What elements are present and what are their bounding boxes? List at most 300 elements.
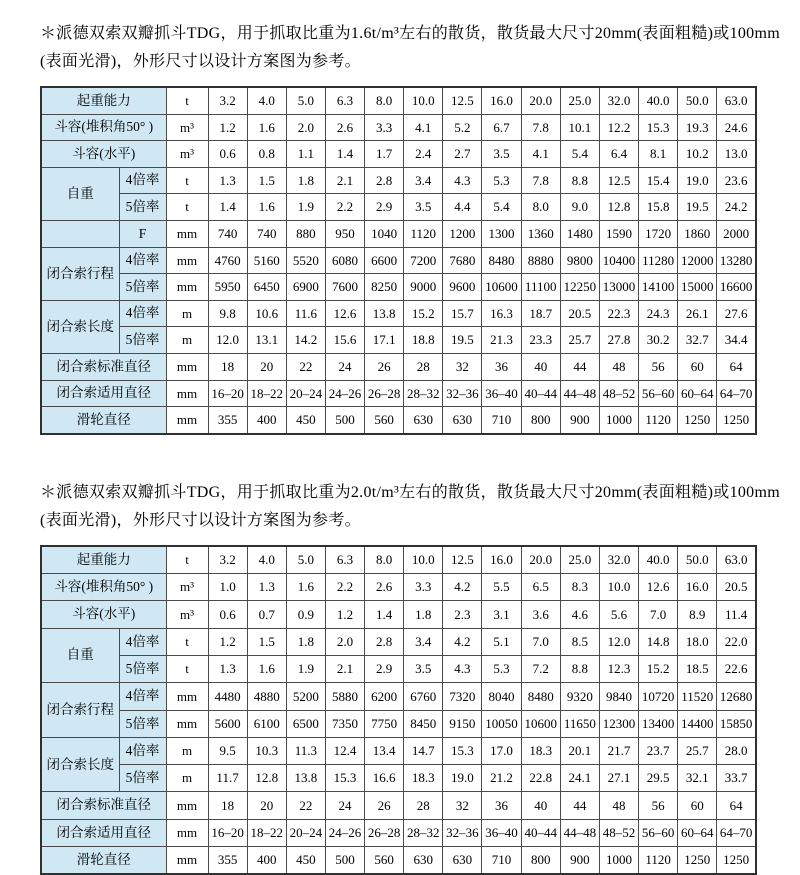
value-cell: 3.5	[482, 141, 521, 168]
value-cell: 19.3	[678, 114, 717, 141]
value-cell: 15.3	[443, 737, 482, 764]
value-cell: 400	[247, 407, 286, 434]
value-cell: 1.6	[247, 194, 286, 221]
value-cell: 22	[286, 792, 325, 819]
unit-cell: t	[166, 194, 208, 221]
value-cell: 12.0	[208, 327, 247, 354]
value-cell: 33.7	[717, 765, 756, 792]
value-cell: 19.5	[443, 327, 482, 354]
table-row	[41, 327, 756, 354]
row-label: 闭合索适用直径	[41, 380, 166, 407]
value-cell: 64–70	[717, 819, 756, 846]
unit-cell: mm	[166, 380, 208, 407]
value-cell: 5200	[286, 683, 325, 710]
value-cell: 19.0	[443, 765, 482, 792]
value-cell: 1.4	[208, 194, 247, 221]
value-cell: 1.8	[286, 167, 325, 194]
value-cell: 5880	[325, 683, 364, 710]
value-cell: 56–60	[639, 819, 678, 846]
value-cell: 630	[443, 407, 482, 434]
value-cell: 1590	[599, 220, 638, 247]
value-cell: 5520	[286, 247, 325, 274]
value-cell: 1300	[482, 220, 521, 247]
value-cell: 28	[404, 353, 443, 380]
value-cell: 26–28	[365, 380, 404, 407]
value-cell: 2.7	[443, 141, 482, 168]
value-cell: 23.3	[521, 327, 560, 354]
value-cell: 4.1	[521, 141, 560, 168]
value-cell: 1720	[639, 220, 678, 247]
value-cell: 60–64	[678, 819, 717, 846]
value-cell: 40.0	[639, 546, 678, 574]
value-cell: 7.8	[521, 114, 560, 141]
value-cell: 10.1	[560, 114, 599, 141]
value-cell: 7750	[365, 710, 404, 737]
value-cell: 1200	[443, 220, 482, 247]
value-cell: 60	[678, 353, 717, 380]
value-cell: 2.1	[325, 655, 364, 682]
value-cell: 7350	[325, 710, 364, 737]
value-cell: 4.2	[443, 574, 482, 601]
value-cell: 4480	[208, 683, 247, 710]
value-cell: 11650	[560, 710, 599, 737]
value-cell: 36–40	[482, 819, 521, 846]
value-cell: 10720	[639, 683, 678, 710]
value-cell: 3.3	[404, 574, 443, 601]
row-label: 自重	[41, 628, 119, 683]
value-cell: 32–36	[443, 819, 482, 846]
value-cell: 8450	[404, 710, 443, 737]
value-cell: 64	[717, 792, 756, 819]
value-cell: 7600	[325, 274, 364, 301]
table-row	[41, 141, 756, 168]
unit-cell: mm	[166, 819, 208, 846]
value-cell: 0.9	[286, 601, 325, 628]
value-cell: 36	[482, 792, 521, 819]
value-cell: 3.2	[208, 546, 247, 574]
value-cell: 950	[325, 220, 364, 247]
row-label: 斗容(水平)	[41, 601, 166, 628]
unit-cell: m³	[166, 601, 208, 628]
value-cell: 11520	[678, 683, 717, 710]
value-cell: 1.4	[325, 141, 364, 168]
value-cell: 560	[365, 407, 404, 434]
row-label: 自重	[41, 167, 119, 220]
value-cell: 500	[325, 407, 364, 434]
table-row	[41, 114, 756, 141]
value-cell: 6600	[365, 247, 404, 274]
value-cell: 1000	[599, 407, 638, 434]
value-cell: 17.1	[365, 327, 404, 354]
value-cell: 5.4	[560, 141, 599, 168]
value-cell: 15.2	[639, 655, 678, 682]
value-cell: 15.7	[443, 300, 482, 327]
value-cell: 6900	[286, 274, 325, 301]
row-sublabel: 4倍率	[119, 737, 166, 764]
value-cell: 20.1	[560, 737, 599, 764]
value-cell: 16–20	[208, 380, 247, 407]
row-label: 起重能力	[41, 87, 166, 114]
value-cell: 9000	[404, 274, 443, 301]
value-cell: 1.6	[247, 655, 286, 682]
value-cell: 13.8	[286, 765, 325, 792]
value-cell: 2.2	[325, 194, 364, 221]
value-cell: 400	[247, 846, 286, 874]
unit-cell: t	[166, 655, 208, 682]
value-cell: 3.6	[521, 601, 560, 628]
value-cell: 1.2	[208, 628, 247, 655]
value-cell: 900	[560, 846, 599, 874]
value-cell: 20.5	[560, 300, 599, 327]
value-cell: 32	[443, 353, 482, 380]
value-cell: 6.3	[325, 87, 364, 114]
value-cell: 1120	[404, 220, 443, 247]
value-cell: 48	[599, 353, 638, 380]
value-cell: 24.2	[717, 194, 756, 221]
table-row	[41, 601, 756, 628]
value-cell: 355	[208, 407, 247, 434]
value-cell: 2.4	[404, 141, 443, 168]
value-cell: 1.6	[247, 114, 286, 141]
value-cell: 1.4	[365, 601, 404, 628]
table-row	[41, 792, 756, 819]
table-row	[41, 167, 756, 194]
value-cell: 16.6	[365, 765, 404, 792]
value-cell: 18.5	[678, 655, 717, 682]
value-cell: 3.2	[208, 87, 247, 114]
value-cell: 1.7	[365, 141, 404, 168]
value-cell: 8480	[482, 247, 521, 274]
value-cell: 32	[443, 792, 482, 819]
value-cell: 8.0	[521, 194, 560, 221]
value-cell: 20.0	[521, 546, 560, 574]
unit-cell: t	[166, 628, 208, 655]
value-cell: 630	[443, 846, 482, 874]
value-cell: 19.5	[678, 194, 717, 221]
value-cell: 25.0	[560, 87, 599, 114]
value-cell: 14400	[678, 710, 717, 737]
value-cell: 500	[325, 846, 364, 874]
value-cell: 7.8	[521, 167, 560, 194]
value-cell: 15000	[678, 274, 717, 301]
value-cell: 9.5	[208, 737, 247, 764]
value-cell: 11.7	[208, 765, 247, 792]
value-cell: 24	[325, 353, 364, 380]
value-cell: 740	[247, 220, 286, 247]
value-cell: 30.2	[639, 327, 678, 354]
value-cell: 5.5	[482, 574, 521, 601]
value-cell: 560	[365, 846, 404, 874]
value-cell: 60	[678, 792, 717, 819]
value-cell: 5.0	[286, 546, 325, 574]
row-label: 闭合索行程	[41, 247, 119, 300]
value-cell: 9600	[443, 274, 482, 301]
value-cell: 8040	[482, 683, 521, 710]
value-cell: 2.6	[325, 114, 364, 141]
value-cell: 21.3	[482, 327, 521, 354]
value-cell: 10.2	[678, 141, 717, 168]
value-cell: 32–36	[443, 380, 482, 407]
value-cell: 7.2	[521, 655, 560, 682]
value-cell: 2.6	[365, 574, 404, 601]
value-cell: 18.3	[404, 765, 443, 792]
value-cell: 8.9	[678, 601, 717, 628]
row-label: 起重能力	[41, 546, 166, 574]
value-cell: 1250	[678, 407, 717, 434]
value-cell: 2.9	[365, 194, 404, 221]
value-cell: 1.5	[247, 167, 286, 194]
table-row	[41, 574, 756, 601]
value-cell: 0.7	[247, 601, 286, 628]
value-cell: 4760	[208, 247, 247, 274]
row-label: 闭合索适用直径	[41, 819, 166, 846]
value-cell: 15.3	[639, 114, 678, 141]
value-cell: 11100	[521, 274, 560, 301]
value-cell: 19.0	[678, 167, 717, 194]
value-cell: 2.9	[365, 655, 404, 682]
value-cell: 22.6	[717, 655, 756, 682]
value-cell: 20–24	[286, 819, 325, 846]
value-cell: 2.2	[325, 574, 364, 601]
table-row	[41, 380, 756, 407]
value-cell: 64	[717, 353, 756, 380]
value-cell: 10600	[482, 274, 521, 301]
value-cell: 15850	[717, 710, 756, 737]
value-cell: 20	[247, 353, 286, 380]
value-cell: 56	[639, 792, 678, 819]
value-cell: 4.3	[443, 167, 482, 194]
value-cell: 355	[208, 846, 247, 874]
value-cell: 6760	[404, 683, 443, 710]
value-cell: 22.8	[521, 765, 560, 792]
unit-cell: mm	[166, 407, 208, 434]
value-cell: 10050	[482, 710, 521, 737]
spec-table	[40, 545, 757, 875]
value-cell: 5600	[208, 710, 247, 737]
value-cell: 20.0	[521, 87, 560, 114]
value-cell: 14.8	[639, 628, 678, 655]
table-row	[41, 546, 756, 574]
row-label: 斗容(堆积角50° )	[41, 574, 166, 601]
value-cell: 1000	[599, 846, 638, 874]
unit-cell: m	[166, 327, 208, 354]
table-row	[41, 628, 756, 655]
value-cell: 13280	[717, 247, 756, 274]
table-row	[41, 655, 756, 682]
value-cell: 1250	[678, 846, 717, 874]
value-cell: 8880	[521, 247, 560, 274]
value-cell: 48–52	[599, 380, 638, 407]
unit-cell: t	[166, 87, 208, 114]
row-sublabel: 5倍率	[119, 327, 166, 354]
value-cell: 7320	[443, 683, 482, 710]
value-cell: 1120	[639, 846, 678, 874]
value-cell: 2.0	[325, 628, 364, 655]
value-cell: 14.7	[404, 737, 443, 764]
unit-cell: m³	[166, 141, 208, 168]
unit-cell: mm	[166, 846, 208, 874]
value-cell: 8.0	[365, 546, 404, 574]
value-cell: 4.2	[443, 628, 482, 655]
value-cell: 8.0	[365, 87, 404, 114]
value-cell: 3.4	[404, 167, 443, 194]
value-cell: 2.8	[365, 167, 404, 194]
value-cell: 21.7	[599, 737, 638, 764]
value-cell: 0.6	[208, 141, 247, 168]
value-cell: 3.5	[404, 655, 443, 682]
value-cell: 23.6	[717, 167, 756, 194]
value-cell: 9840	[599, 683, 638, 710]
value-cell: 2000	[717, 220, 756, 247]
value-cell: 3.1	[482, 601, 521, 628]
table-row	[41, 274, 756, 301]
value-cell: 800	[521, 407, 560, 434]
value-cell: 8.8	[560, 167, 599, 194]
value-cell: 13.4	[365, 737, 404, 764]
value-cell: 0.6	[208, 601, 247, 628]
value-cell: 50.0	[678, 546, 717, 574]
value-cell: 27.1	[599, 765, 638, 792]
unit-cell: mm	[166, 683, 208, 710]
value-cell: 12.3	[599, 655, 638, 682]
table-row	[41, 220, 756, 247]
value-cell: 3.4	[404, 628, 443, 655]
value-cell: 4.1	[404, 114, 443, 141]
row-label: 闭合索长度	[41, 300, 119, 353]
unit-cell: m³	[166, 114, 208, 141]
unit-cell: m	[166, 737, 208, 764]
value-cell: 44	[560, 792, 599, 819]
value-cell: 16.0	[482, 87, 521, 114]
value-cell: 44–48	[560, 380, 599, 407]
value-cell: 32.0	[599, 87, 638, 114]
table-row	[41, 194, 756, 221]
value-cell: 4880	[247, 683, 286, 710]
value-cell: 1250	[717, 407, 756, 434]
value-cell: 6080	[325, 247, 364, 274]
value-cell: 1.3	[208, 167, 247, 194]
table-row	[41, 737, 756, 764]
row-label: 斗容(水平)	[41, 141, 166, 168]
value-cell: 26.1	[678, 300, 717, 327]
value-cell: 10.0	[404, 546, 443, 574]
value-cell: 27.6	[717, 300, 756, 327]
value-cell: 18.8	[404, 327, 443, 354]
value-cell: 10400	[599, 247, 638, 274]
value-cell: 16.3	[482, 300, 521, 327]
value-cell: 60–64	[678, 380, 717, 407]
value-cell: 7.0	[639, 601, 678, 628]
value-cell: 12.4	[325, 737, 364, 764]
value-cell: 10.6	[247, 300, 286, 327]
value-cell: 15.8	[639, 194, 678, 221]
value-cell: 13400	[639, 710, 678, 737]
value-cell: 24.1	[560, 765, 599, 792]
table-row	[41, 247, 756, 274]
table-row	[41, 765, 756, 792]
value-cell: 18.7	[521, 300, 560, 327]
intro-paragraph: ＊派德双索双瓣抓斗TDG，用于抓取比重为2.0t/m³左右的散货，散货最大尺寸20mm(表面粗糙)或100mm(表面光滑)，外形尺寸以设计方案图为参考。	[40, 483, 780, 529]
value-cell: 16600	[717, 274, 756, 301]
row-sublabel: 5倍率	[119, 194, 166, 221]
row-label-empty	[41, 220, 119, 247]
row-sublabel: 5倍率	[119, 710, 166, 737]
value-cell: 63.0	[717, 87, 756, 114]
value-cell: 48	[599, 792, 638, 819]
row-label: 闭合索标准直径	[41, 353, 166, 380]
value-cell: 710	[482, 846, 521, 874]
value-cell: 1.3	[247, 574, 286, 601]
value-cell: 25.7	[678, 737, 717, 764]
value-cell: 7.0	[521, 628, 560, 655]
value-cell: 26–28	[365, 819, 404, 846]
table-row	[41, 819, 756, 846]
table-row	[41, 683, 756, 710]
table-row	[41, 710, 756, 737]
value-cell: 18	[208, 353, 247, 380]
value-cell: 7200	[404, 247, 443, 274]
value-cell: 12.5	[443, 87, 482, 114]
row-sublabel: 4倍率	[119, 247, 166, 274]
value-cell: 6.4	[599, 141, 638, 168]
row-sublabel: 4倍率	[119, 167, 166, 194]
table-row	[41, 87, 756, 114]
value-cell: 13.8	[365, 300, 404, 327]
row-sublabel: 5倍率	[119, 655, 166, 682]
value-cell: 40–44	[521, 819, 560, 846]
value-cell: 44–48	[560, 819, 599, 846]
value-cell: 880	[286, 220, 325, 247]
unit-cell: mm	[166, 247, 208, 274]
value-cell: 18–22	[247, 819, 286, 846]
value-cell: 28–32	[404, 819, 443, 846]
value-cell: 26	[365, 792, 404, 819]
value-cell: 15.2	[404, 300, 443, 327]
value-cell: 5.0	[286, 87, 325, 114]
value-cell: 10.3	[247, 737, 286, 764]
value-cell: 12.2	[599, 114, 638, 141]
value-cell: 12.5	[599, 167, 638, 194]
value-cell: 12250	[560, 274, 599, 301]
unit-cell: mm	[166, 274, 208, 301]
value-cell: 64–70	[717, 380, 756, 407]
unit-cell: t	[166, 546, 208, 574]
value-cell: 11280	[639, 247, 678, 274]
value-cell: 14100	[639, 274, 678, 301]
value-cell: 44	[560, 353, 599, 380]
value-cell: 4.0	[247, 546, 286, 574]
value-cell: 630	[404, 407, 443, 434]
unit-cell: mm	[166, 792, 208, 819]
value-cell: 6100	[247, 710, 286, 737]
value-cell: 1.9	[286, 194, 325, 221]
value-cell: 16.0	[678, 574, 717, 601]
value-cell: 5.1	[482, 628, 521, 655]
unit-cell: m³	[166, 574, 208, 601]
row-label: 斗容(堆积角50° )	[41, 114, 166, 141]
value-cell: 56	[639, 353, 678, 380]
value-cell: 740	[208, 220, 247, 247]
value-cell: 34.4	[717, 327, 756, 354]
value-cell: 6.3	[325, 546, 364, 574]
table-row	[41, 353, 756, 380]
value-cell: 24.3	[639, 300, 678, 327]
value-cell: 6.5	[521, 574, 560, 601]
value-cell: 450	[286, 407, 325, 434]
value-cell: 2.3	[443, 601, 482, 628]
value-cell: 5950	[208, 274, 247, 301]
value-cell: 18–22	[247, 380, 286, 407]
